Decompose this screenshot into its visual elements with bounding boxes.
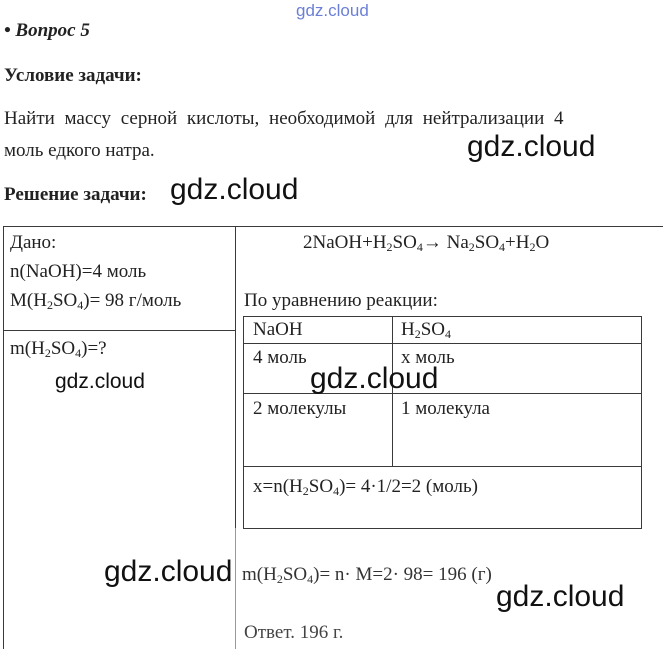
inner-table-row-3: [243, 466, 642, 467]
watermark-top: gdz.cloud: [296, 1, 369, 20]
table-left-border: [3, 226, 4, 649]
condition-heading: Условие задачи:: [4, 65, 142, 86]
given-label: Дано:: [10, 232, 57, 253]
table-cell-naoh-molecules: 2 молекулы: [253, 398, 347, 419]
given-m-h2so4: $M(H_2SO_4)= 98$ г/моль: [10, 290, 182, 312]
table-cell-h2so4-molecules: 1 молекула: [401, 398, 490, 419]
table-header-h2so4: $H_2SO_4$: [401, 319, 452, 341]
table-cell-h2so4-mol: x моль: [401, 347, 455, 368]
given-separator: [3, 330, 235, 331]
by-equation-label: По уравнению реакции:: [244, 290, 438, 311]
table-divider: [235, 226, 236, 528]
watermark: gdz.cloud: [496, 580, 625, 613]
question-number: • Вопрос 5: [4, 20, 90, 41]
inner-table-row-1: [243, 343, 642, 344]
answer: Ответ. 196 г.: [244, 622, 344, 643]
problem-line-1: Найти массу серной кислоты, необходимой для нейтрализации 4: [4, 108, 564, 129]
inner-table-row-2: [243, 393, 642, 394]
watermark: gdz.cloud: [170, 173, 299, 206]
inner-table-right: [641, 316, 642, 528]
table-top-border: [3, 226, 663, 227]
watermark: gdz.cloud: [467, 130, 596, 163]
watermark: gdz.cloud: [104, 555, 233, 588]
problem-line-2: моль едкого натра.: [4, 140, 155, 161]
mass-calculation: $m(H_2SO_4)= n\cdot M=2\cdot 98= 196$ (г): [242, 564, 492, 586]
inner-table-left: [243, 316, 244, 528]
reaction-equation: $2NaOH+H_2SO_4\to Na_2SO_4+H_2O$: [303, 232, 550, 254]
table-header-naoh: NaOH: [253, 319, 303, 340]
table-cell-naoh-mol: 4 моль: [253, 347, 307, 368]
given-n-naoh: n(NaOH)=4 моль: [10, 261, 147, 282]
inner-table-bottom: [243, 528, 642, 529]
find-m-h2so4: $m(H_2SO_4)=$?: [10, 338, 107, 360]
watermark: gdz.cloud: [55, 370, 145, 393]
inner-table-top: [243, 316, 642, 317]
table-divider-faded: [235, 528, 236, 649]
watermark: gdz.cloud: [310, 362, 439, 395]
solution-heading: Решение задачи:: [4, 184, 147, 205]
calc-x: $x=n(H_2SO_4)= 4\cdot 1/2=2$ (моль): [253, 476, 478, 498]
